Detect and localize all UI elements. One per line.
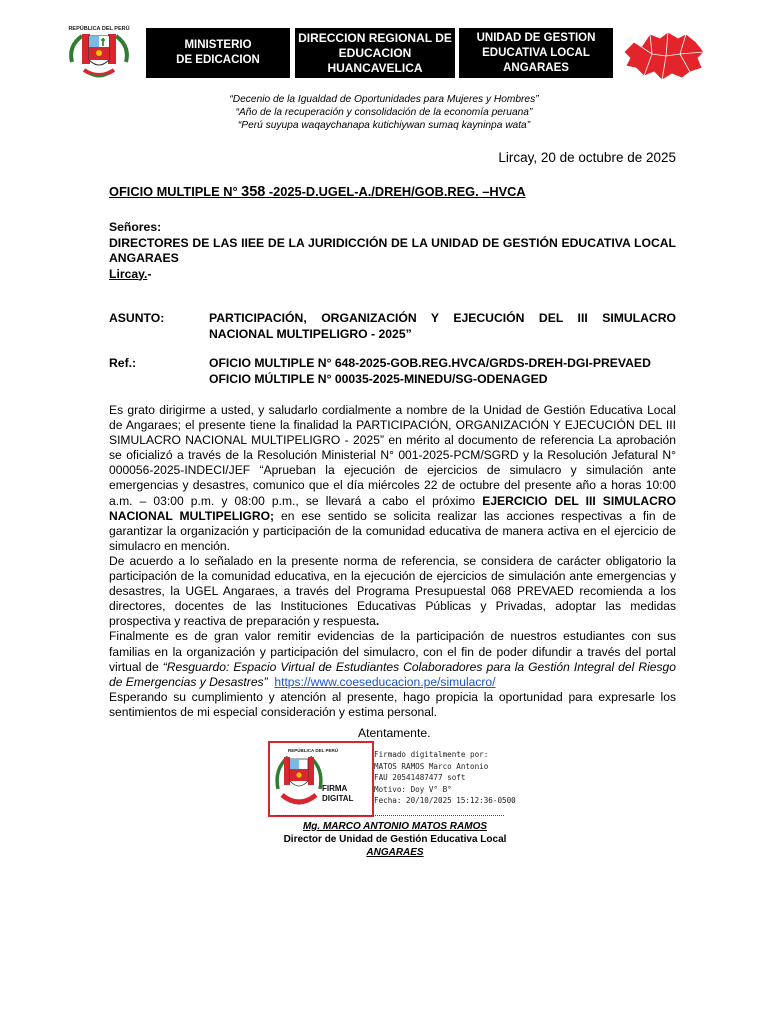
signature-dotted-line (276, 815, 504, 816)
oficio-num: 358 (241, 184, 266, 200)
header-box-ministerio-line1: MINISTERIO (184, 39, 252, 51)
stamp-label-firma: FIRMA (322, 784, 348, 793)
body-paragraph-3 (109, 629, 676, 689)
asunto-block (109, 311, 676, 342)
body-bold-text: . (375, 614, 380, 629)
addressee: DIRECTORES DE LAS IIEE DE LA JURIDICCIÓN DE LA UNIDAD DE GESTIÓN EDUCATIVA LOCAL ANGARAES (109, 235, 676, 265)
oficio-number (109, 184, 526, 200)
oficio-prefix: OFICIO MULTIPLE N° (109, 184, 242, 199)
motto-line: “Año de la recuperación y consolidación de la economía peruana” (235, 107, 533, 118)
letterhead (0, 0, 768, 90)
stamp-label-digital: DIGITAL (322, 794, 354, 803)
decenio-mottos (110, 93, 658, 132)
ref-line: OFICIO MULTIPLE N° 648-2025-GOB.REG.HVCA/GRDS-DREH-DGI-PREVAED (209, 356, 651, 370)
signature-crest-icon (270, 743, 372, 815)
header-box-ugel-line3: ANGARAES (503, 61, 569, 74)
header-box-direccion-line1: DIRECCION REGIONAL DE (298, 30, 452, 45)
stamp-caption: REPÚBLICA DEL PERÚ (288, 748, 339, 753)
header-box-ministerio (146, 28, 290, 78)
letter-body (109, 403, 676, 720)
signature-info-line: Motivo: Doy V° B° (374, 784, 452, 794)
closing: Atentamente. (358, 726, 431, 740)
angaraes-region-map-icon (616, 28, 708, 82)
recipient-city-suffix: - (147, 266, 152, 281)
header-box-ugel (459, 28, 613, 78)
header-box-direccion-regional (295, 28, 455, 78)
signature-details (374, 749, 516, 807)
body-text: Finalmente es de gran valor remitir evidencias de la participación de nuestros estudiantes con sus familias en la organización y participación del simulacro, con el fin de poder difundir a través del portal virtual de (109, 629, 676, 674)
recipient-block (109, 220, 676, 282)
body-paragraph-2 (109, 554, 676, 629)
crest-caption: REPÚBLICA DEL PERÚ (68, 26, 130, 32)
body-text: Es grato dirigirme a usted, y saludarlo cordialmente a nombre de la Unidad de Gestión Educativa Local de Angaraes; el presente tiene la finalidad la PARTICIPACIÓN, ORGANIZACIÓN Y EJECUCIÓN DEL III SIMULACRO NACIONAL MULTIPELIGRO - 2025” en mérito al documento de referencia La aprobación se oficializó a través de la Resolución Ministerial N° 001-2025-PCM/SGRD y la Resolución Jefatural N° 000056-2025-INDECI/JEF “Aprueban la ejecución de ejercicios de simulacro y simulación ante emergencias y desastres, comunico que el día miércoles 22 de octubre del presente año a horas 10:00 a.m. – 03:00 p.m. y 08:00 p.m., se llevará a cabo el próximo (109, 403, 676, 508)
document-date: Lircay, 20 de octubre de 2025 (498, 150, 676, 165)
signatory-name: Mg. MARCO ANTONIO MATOS RAMOS (302, 821, 488, 832)
body-text: De acuerdo a lo señalado en la presente norma de referencia, se considera de carácter obligatorio la participación de la comunidad educativa, en la ejecución de ejercicios de simulación ante emergencias y desastres, la UGEL Angaraes, a través del Programa Presupuestal 068 PREVAED recomienda a los directores, docentes de las Instituciones Educativas Públicas y Privadas, adoptar las medidas prospectiva y reactiva de preparación y respuesta (109, 553, 676, 629)
ref-line: OFICIO MÚLTIPLE N° 00035-2025-MINEDU/SG-ODENAGED (209, 371, 548, 386)
body-text: en ese sentido se solicita realizar las acciones respectivas a fin de garantizar la organización y participación de la comunidad educativa de manera activa en el ejercicio de simulacro en mención. (109, 508, 676, 553)
reference-block (109, 356, 676, 387)
peru-coat-of-arms-icon (64, 22, 134, 84)
header-box-direccion-line2: EDUCACION HUANCAVELICA (327, 45, 423, 75)
oficio-suffix: -2025-D.UGEL-A./DREH/GOB.REG. –HVCA (265, 184, 526, 199)
signature-info-line: FAU 20541487477 soft (374, 773, 466, 782)
motto-line: “Decenio de la Igualdad de Oportunidades para Mujeres y Hombres” (229, 94, 539, 105)
header-box-ugel-line2: EDUCATIVA LOCAL (482, 46, 590, 59)
header-box-ugel-line1: UNIDAD DE GESTION (476, 31, 596, 44)
signatory-unit: ANGARAES (366, 847, 424, 858)
asunto-text: PARTICIPACIÓN, ORGANIZACIÓN Y EJECUCIÓN DEL III SIMULACRO NACIONAL MULTIPELIGRO - 2025” (209, 311, 676, 341)
digital-signature-stamp (268, 741, 374, 817)
simulacro-link[interactable]: https://www.coeseducacion.pe/simulacro/ (274, 674, 496, 689)
ref-label: Ref.: (109, 356, 137, 370)
salutation: Señores: (109, 220, 162, 234)
asunto-label: ASUNTO: (109, 311, 165, 325)
signature-info-line: MATOS RAMOS Marco Antonio (374, 761, 489, 771)
signature-info-line: Fecha: 20/10/2025 15:12:36-0500 (374, 796, 516, 805)
body-paragraph-4: Esperando su cumplimiento y atención al presente, hago propicia la oportunidad para expresarle los sentimientos de mi especial consideración y estima personal. (109, 689, 676, 719)
body-italic-text: “Resguardo: Espacio Virtual de Estudiantes Colaboradores para la Gestión Integral del Riesgo de Emergencias y Desastres” (109, 659, 676, 689)
signatory-role: Director de Unidad de Gestión Educativa Local (283, 834, 507, 845)
motto-line: “Perú suyupa waqaychanapa kutichiywan sumaq kayninpa wata” (237, 120, 531, 131)
body-bold-text: EJERCICIO DEL III SIMULACRO NACIONAL MULTIPELIGRO; (109, 493, 677, 523)
body-paragraph-1 (109, 403, 676, 554)
recipient-city: Lircay. (109, 266, 148, 281)
header-box-ministerio-line2: DE EDICACION (176, 54, 260, 66)
signature-info-line: Firmado digitalmente por: (374, 750, 489, 759)
